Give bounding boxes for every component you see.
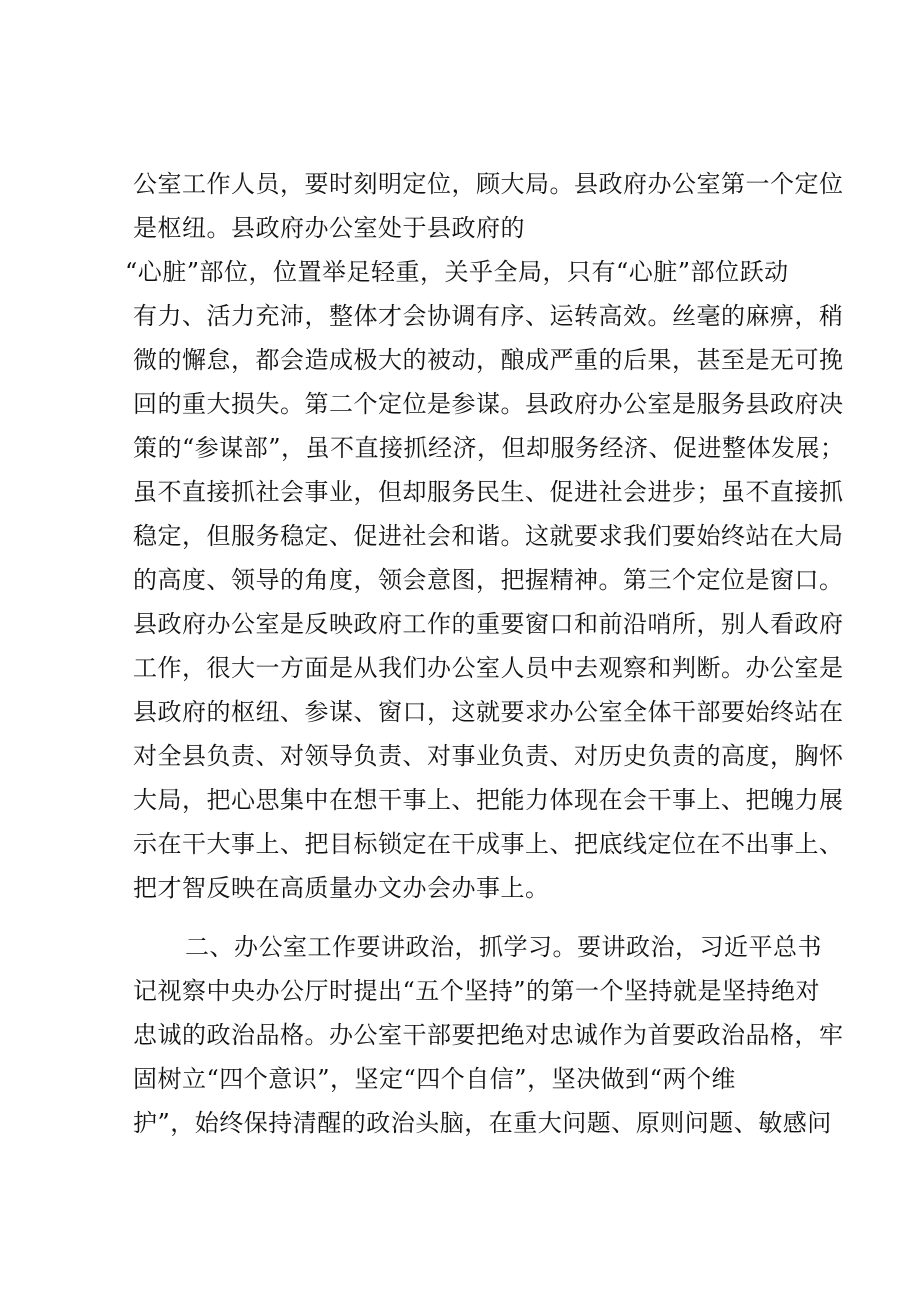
paragraph-1-line-5: 微的懈怠，都会造成极大的被动，酿成严重的后果，甚至是无可挽 — [133, 346, 844, 374]
paragraph-1-line-14: 对全县负责、对领导负责、对事业负责、对历史负责的高度，胸怀 — [133, 742, 844, 770]
paragraph-1-line-4: 有力、活力充沛，整体才会协调有序、运转高效。丝毫的麻痹，稍 — [133, 302, 844, 330]
paragraph-1-line-13: 县政府的枢纽、参谋、窗口，这就要求办公室全体干部要始终站在 — [133, 698, 844, 726]
paragraph-1-line-16: 示在干大事上、把目标锁定在干成事上、把底线定位在不出事上、 — [133, 830, 844, 858]
paragraph-1-line-9: 稳定，但服务稳定、促进社会和谐。这就要求我们要始终站在大局 — [133, 522, 844, 550]
paragraph-1-line-10: 的高度、领导的角度，领会意图，把握精神。第三个定位是窗口。 — [133, 566, 844, 594]
paragraph-1-line-1: 公室工作人员，要时刻明定位，顾大局。县政府办公室第一个定位 — [133, 170, 844, 198]
paragraph-1-line-3: “心脏”部位，位置举足轻重，关乎全局，只有“心脏”部位跃动 — [125, 258, 789, 286]
paragraph-1-line-15: 大局，把心思集中在想干事上、把能力体现在会干事上、把魄力展 — [133, 786, 844, 814]
paragraph-1-line-12: 工作，很大一方面是从我们办公室人员中去观察和判断。办公室是 — [133, 654, 844, 682]
paragraph-2-line-1: 二、办公室工作要讲政治，抓学习。要讲政治，习近平总书 — [185, 933, 822, 961]
paragraph-1-line-7: 策的“参谋部”，虽不直接抓经济，但却服务经济、促进整体发展； — [133, 434, 845, 462]
paragraph-2-line-2: 记视察中央办公厅时提出“五个坚持”的第一个坚持就是坚持绝对 — [133, 977, 821, 1005]
paragraph-1-line-17: 把才智反映在高质量办文办会办事上。 — [133, 874, 550, 902]
paragraph-1-line-8: 虽不直接抓社会事业，但却服务民生、促进社会进步；虽不直接抓 — [133, 478, 844, 506]
paragraph-1-line-11: 县政府办公室是反映政府工作的重要窗口和前沿哨所，别人看政府 — [133, 610, 844, 638]
paragraph-2-line-3: 忠诚的政治品格。办公室干部要把绝对忠诚作为首要政治品格，牢 — [133, 1021, 844, 1049]
paragraph-2-line-4: 固树立“四个意识”，坚定“四个自信”，坚决做到“两个维 — [133, 1065, 736, 1093]
paragraph-1-line-2: 是枢纽。县政府办公室处于县政府的 — [133, 214, 525, 242]
paragraph-2-line-5: 护”，始终保持清醒的政治头脑，在重大问题、原则问题、敏感问 — [133, 1109, 832, 1137]
paragraph-1-line-6: 回的重大损失。第二个定位是参谋。县政府办公室是服务县政府决 — [133, 390, 844, 418]
